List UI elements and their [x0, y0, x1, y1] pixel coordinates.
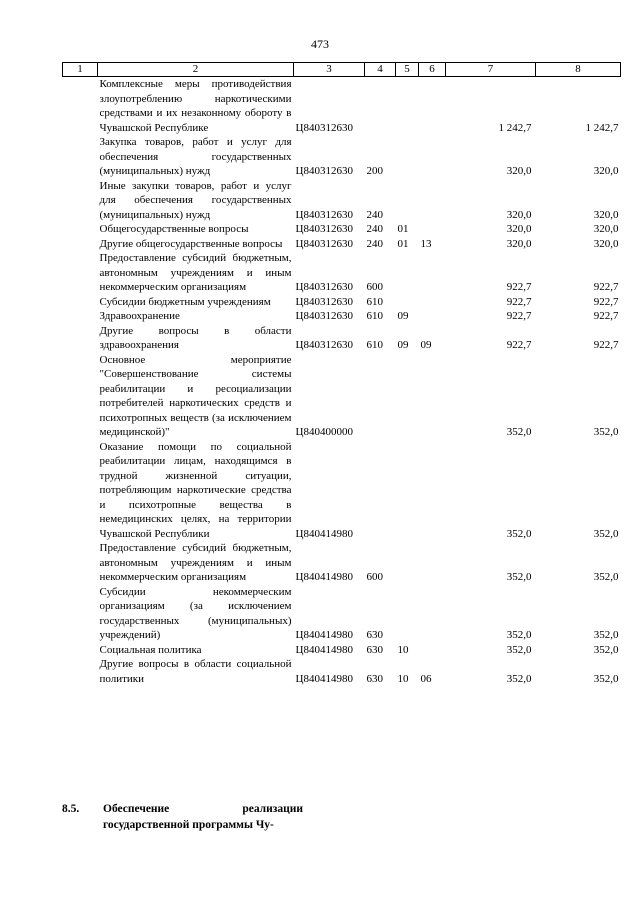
section-code-cell: 10 [397, 643, 409, 656]
section-code-cell: 01 [397, 223, 409, 235]
section-code-cell [396, 77, 419, 136]
column-header: 1 [63, 63, 98, 77]
amount-cell: 922,7 [506, 339, 532, 351]
target-article-cell: Ц840312630 [295, 310, 353, 322]
row-number-cell [63, 222, 98, 237]
amount-cell: 922,7 [506, 295, 532, 308]
amount-cell: 352,0 [593, 527, 619, 540]
target-article-cell: Ц840414980 [295, 527, 353, 540]
table-row [63, 237, 621, 252]
amount-cell: 352,0 [593, 629, 619, 641]
amount-cell: 320,0 [506, 165, 532, 177]
section-code-cell [396, 585, 419, 643]
item-name-cell: Общегосударственные вопросы [99, 223, 249, 235]
amount-cell: 352,0 [506, 629, 532, 641]
table-row [63, 657, 621, 686]
amount-cell: 320,0 [593, 165, 619, 177]
target-article-cell: Ц840414980 [295, 629, 353, 641]
subsection-code-cell: 06 [420, 672, 432, 685]
amount-cell: 922,7 [506, 281, 532, 293]
table-row [63, 77, 621, 136]
amount-cell: 922,7 [593, 310, 619, 322]
target-article-cell: Ц840312630 [295, 339, 353, 351]
amount-cell: 320,0 [593, 223, 619, 235]
amount-cell: 320,0 [506, 208, 532, 221]
column-header: 2 [98, 63, 294, 77]
section-code-cell [396, 353, 419, 440]
row-number-cell [63, 324, 98, 353]
amount-cell: 320,0 [593, 237, 619, 250]
section-code-cell [396, 179, 419, 223]
row-number-cell [63, 135, 98, 179]
row-number-cell [63, 309, 98, 324]
table-row [63, 324, 621, 353]
amount-cell: 352,0 [506, 426, 532, 438]
column-header: 7 [446, 63, 536, 77]
subsection-code-cell: 13 [420, 237, 432, 250]
target-article-cell: Ц840414980 [295, 571, 353, 583]
subsection-code-cell [419, 643, 446, 658]
section-number: 8.5. [62, 803, 80, 815]
section-code-cell [396, 251, 419, 295]
section-title: Обеспечение реализации государственной программы Чу- [103, 803, 303, 831]
amount-cell: 922,7 [593, 281, 619, 293]
item-name-cell: Предоставление субсидий бюджетным, автономным учреждениям и иным некоммерческим организациям [99, 252, 292, 293]
subsection-code-cell [419, 309, 446, 324]
target-article-cell: Ц840312630 [295, 165, 353, 177]
expense-type-cell: 630 [366, 643, 383, 656]
item-name-cell: Предоставление субсидий бюджетным, автономным учреждениям и иным некоммерческим организациям [99, 542, 292, 583]
row-number-cell [63, 541, 98, 585]
row-number-cell [63, 657, 98, 686]
item-name-cell: Иные закупки товаров, работ и услуг для обеспечения государственных (муниципальных) нужд [99, 179, 292, 221]
amount-cell: 922,7 [593, 295, 619, 308]
subsection-code-cell [419, 222, 446, 237]
row-number-cell [63, 353, 98, 440]
table-row [63, 179, 621, 223]
amount-cell: 352,0 [506, 527, 532, 540]
section-code-cell [396, 440, 419, 542]
table-row [63, 440, 621, 542]
table-row [63, 309, 621, 324]
item-name-cell: Закупка товаров, работ и услуг для обеспечения государственных (муниципальных) нужд [99, 136, 292, 177]
row-number-cell [63, 77, 98, 136]
expense-type-cell: 600 [366, 571, 383, 583]
expense-type-cell: 610 [366, 295, 383, 308]
item-name-cell: Другие общегосударственные вопросы [99, 237, 283, 250]
item-name-cell: Субсидии некоммерческим организациям (за исключением государственных (муниципальных) учреждений) [99, 585, 292, 641]
amount-cell: 352,0 [506, 571, 532, 583]
row-number-cell [63, 179, 98, 223]
budget-table [62, 62, 621, 686]
subsection-code-cell [419, 77, 446, 136]
amount-cell: 352,0 [593, 426, 619, 438]
row-number-cell [63, 585, 98, 643]
subsection-code-cell: 09 [420, 339, 432, 351]
section-code-cell: 01 [397, 237, 409, 250]
table-row [63, 251, 621, 295]
expense-type-cell: 610 [366, 310, 383, 322]
item-name-cell: Социальная политика [99, 643, 202, 656]
item-name-cell: Другие вопросы в области здравоохранения [99, 324, 292, 351]
target-article-cell: Ц840414980 [295, 672, 353, 685]
column-header: 6 [419, 63, 446, 77]
subsection-code-cell [419, 295, 446, 310]
row-number-cell [63, 643, 98, 658]
column-header: 8 [536, 63, 621, 77]
item-name-cell: Другие вопросы в области социальной политики [99, 658, 292, 685]
row-number-cell [63, 440, 98, 542]
table-row [63, 135, 621, 179]
target-article-cell: Ц840312630 [295, 237, 353, 250]
column-header: 5 [396, 63, 419, 77]
subsection-code-cell [419, 251, 446, 295]
subsection-code-cell [419, 585, 446, 643]
table-row [63, 353, 621, 440]
target-article-cell: Ц840312630 [295, 121, 353, 134]
table-row [63, 295, 621, 310]
page-number: 473 [311, 37, 329, 51]
row-number-cell [63, 237, 98, 252]
subsection-code-cell [419, 541, 446, 585]
row-number-cell [63, 295, 98, 310]
column-header: 4 [365, 63, 396, 77]
item-name-cell: Основное мероприятие "Совершенствование системы реабилитации и ресоциализации потребителей наркотических средств и психотропных веществ (за исключением медицинской)" [99, 353, 292, 438]
subsection-code-cell [419, 353, 446, 440]
target-article-cell: Ц840312630 [295, 295, 353, 308]
amount-cell: 352,0 [506, 643, 532, 656]
subsection-code-cell [419, 135, 446, 179]
amount-cell: 320,0 [506, 223, 532, 235]
section-code-cell: 09 [397, 310, 409, 322]
table-row [63, 643, 621, 658]
row-number-cell [63, 251, 98, 295]
amount-cell: 352,0 [593, 672, 619, 685]
section-code-cell: 09 [397, 339, 409, 351]
expense-type-cell: 200 [366, 165, 383, 177]
amount-cell: 922,7 [506, 310, 532, 322]
amount-cell: 922,7 [593, 339, 619, 351]
expense-type-cell: 240 [366, 208, 383, 221]
amount-cell: 320,0 [593, 208, 619, 221]
amount-cell: 352,0 [593, 643, 619, 656]
expense-type-cell: 630 [366, 672, 383, 685]
column-header: 3 [294, 63, 365, 77]
expense-type-cell [365, 77, 396, 136]
table-row [63, 541, 621, 585]
target-article-cell: Ц840400000 [295, 426, 353, 438]
item-name-cell: Комплексные меры противодействия злоупотреблению наркотическими средствами и их незаконному обороту в Чувашской Республике [99, 78, 292, 134]
target-article-cell: Ц840312630 [295, 223, 353, 235]
amount-cell: 1 242,7 [585, 121, 619, 134]
target-article-cell: Ц840414980 [295, 643, 353, 656]
item-name-cell: Субсидии бюджетным учреждениям [99, 295, 271, 308]
expense-type-cell: 610 [366, 339, 383, 351]
subsection-code-cell [419, 440, 446, 542]
expense-type-cell: 240 [366, 223, 383, 235]
item-name-cell: Здравоохранение [99, 310, 180, 322]
amount-cell: 320,0 [506, 237, 532, 250]
target-article-cell: Ц840312630 [295, 281, 353, 293]
section-code-cell [396, 295, 419, 310]
table-row [63, 222, 621, 237]
table-row [63, 585, 621, 643]
section-code-cell [396, 541, 419, 585]
target-article-cell: Ц840312630 [295, 208, 353, 221]
expense-type-cell [365, 440, 396, 542]
expense-type-cell: 240 [366, 237, 383, 250]
amount-cell: 352,0 [593, 571, 619, 583]
section-code-cell: 10 [397, 672, 409, 685]
table-header-row [63, 63, 621, 77]
section-code-cell [396, 135, 419, 179]
expense-type-cell [365, 353, 396, 440]
expense-type-cell: 600 [366, 281, 383, 293]
amount-cell: 1 242,7 [498, 121, 532, 134]
expense-type-cell: 630 [366, 629, 383, 641]
amount-cell: 352,0 [506, 672, 532, 685]
item-name-cell: Оказание помощи по социальной реабилитации лицам, находящимся в трудной жизненной ситуации, потребляющим наркотические средства и психотропные вещества в немедицинских целях, на территории Чувашской Республики [99, 440, 292, 540]
subsection-code-cell [419, 179, 446, 223]
